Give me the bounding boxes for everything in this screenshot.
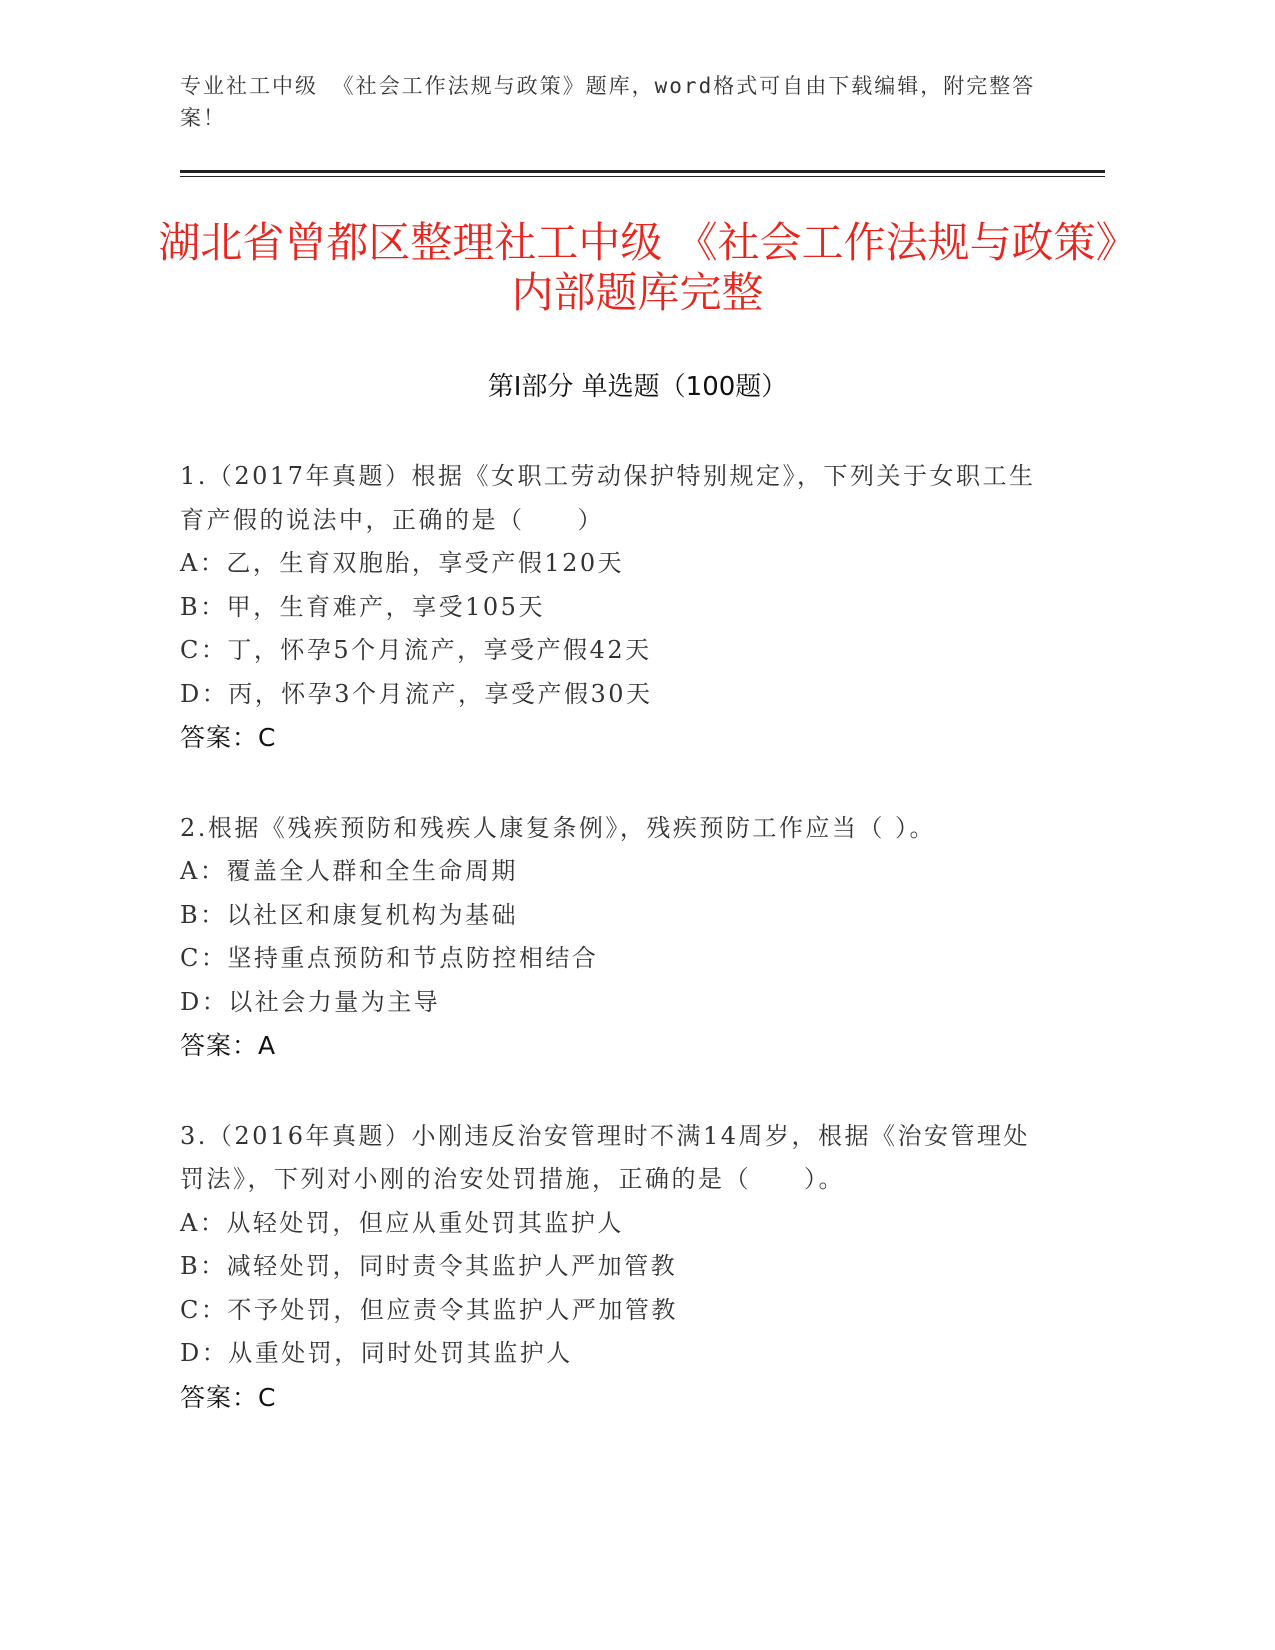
question-stem: 2.根据《残疾预防和残疾人康复条例》，残疾预防工作应当（ ）。 [180, 813, 937, 842]
header-note: 专业社工中级 《社会工作法规与政策》题库，word格式可自由下载编辑，附完整答案！ [180, 74, 1036, 130]
question-stem: 3.（2016年真题）小刚违反治安管理时不满14周岁，根据《治安管理处罚法》，下列对小刚的治安处罚措施，正确的是（ ）。 [180, 1121, 1031, 1193]
option-d: D：丙，怀孕3个月流产，享受产假30天 [180, 679, 653, 708]
option-b: B：以社区和康复机构为基础 [180, 900, 519, 929]
answer-line: 答案：A [180, 1031, 277, 1060]
question-1 [180, 455, 1040, 760]
question-list [180, 455, 1040, 1466]
option-b: B：甲，生育难产，享受105天 [180, 592, 545, 621]
question-3 [180, 1115, 1040, 1420]
question-2 [180, 807, 1040, 1068]
section-title: 第Ⅰ部分 单选题（100题） [487, 372, 788, 402]
option-d: D：以社会力量为主导 [180, 987, 441, 1016]
option-c: C：坚持重点预防和节点防控相结合 [180, 944, 599, 972]
answer-line: 答案：C [180, 1382, 277, 1412]
header-divider-thin [180, 176, 1105, 177]
option-a: A：乙，生育双胞胎，享受产假120天 [180, 549, 625, 577]
option-c: C：丁，怀孕5个月流产，享受产假42天 [180, 636, 652, 664]
option-d: D：从重处罚，同时处罚其监护人 [180, 1339, 573, 1367]
option-a: A：覆盖全人群和全生命周期 [180, 857, 518, 885]
option-a: A：从轻处罚，但应从重处罚其监护人 [180, 1208, 624, 1237]
option-c: C：不予处罚，但应责令其监护人严加管教 [180, 1295, 678, 1324]
option-b: B：减轻处罚，同时责令其监护人严加管教 [180, 1252, 678, 1280]
question-stem: 1.（2017年真题）根据《女职工劳动保护特别规定》，下列关于女职工生育产假的说法中，正确的是（ ） [180, 462, 1036, 534]
document-title: 湖北省曾都区整理社工中级 《社会工作法规与政策》内部题库完整 [158, 218, 1117, 317]
header-divider-thick [180, 170, 1105, 173]
answer-line: 答案：C [180, 723, 277, 752]
